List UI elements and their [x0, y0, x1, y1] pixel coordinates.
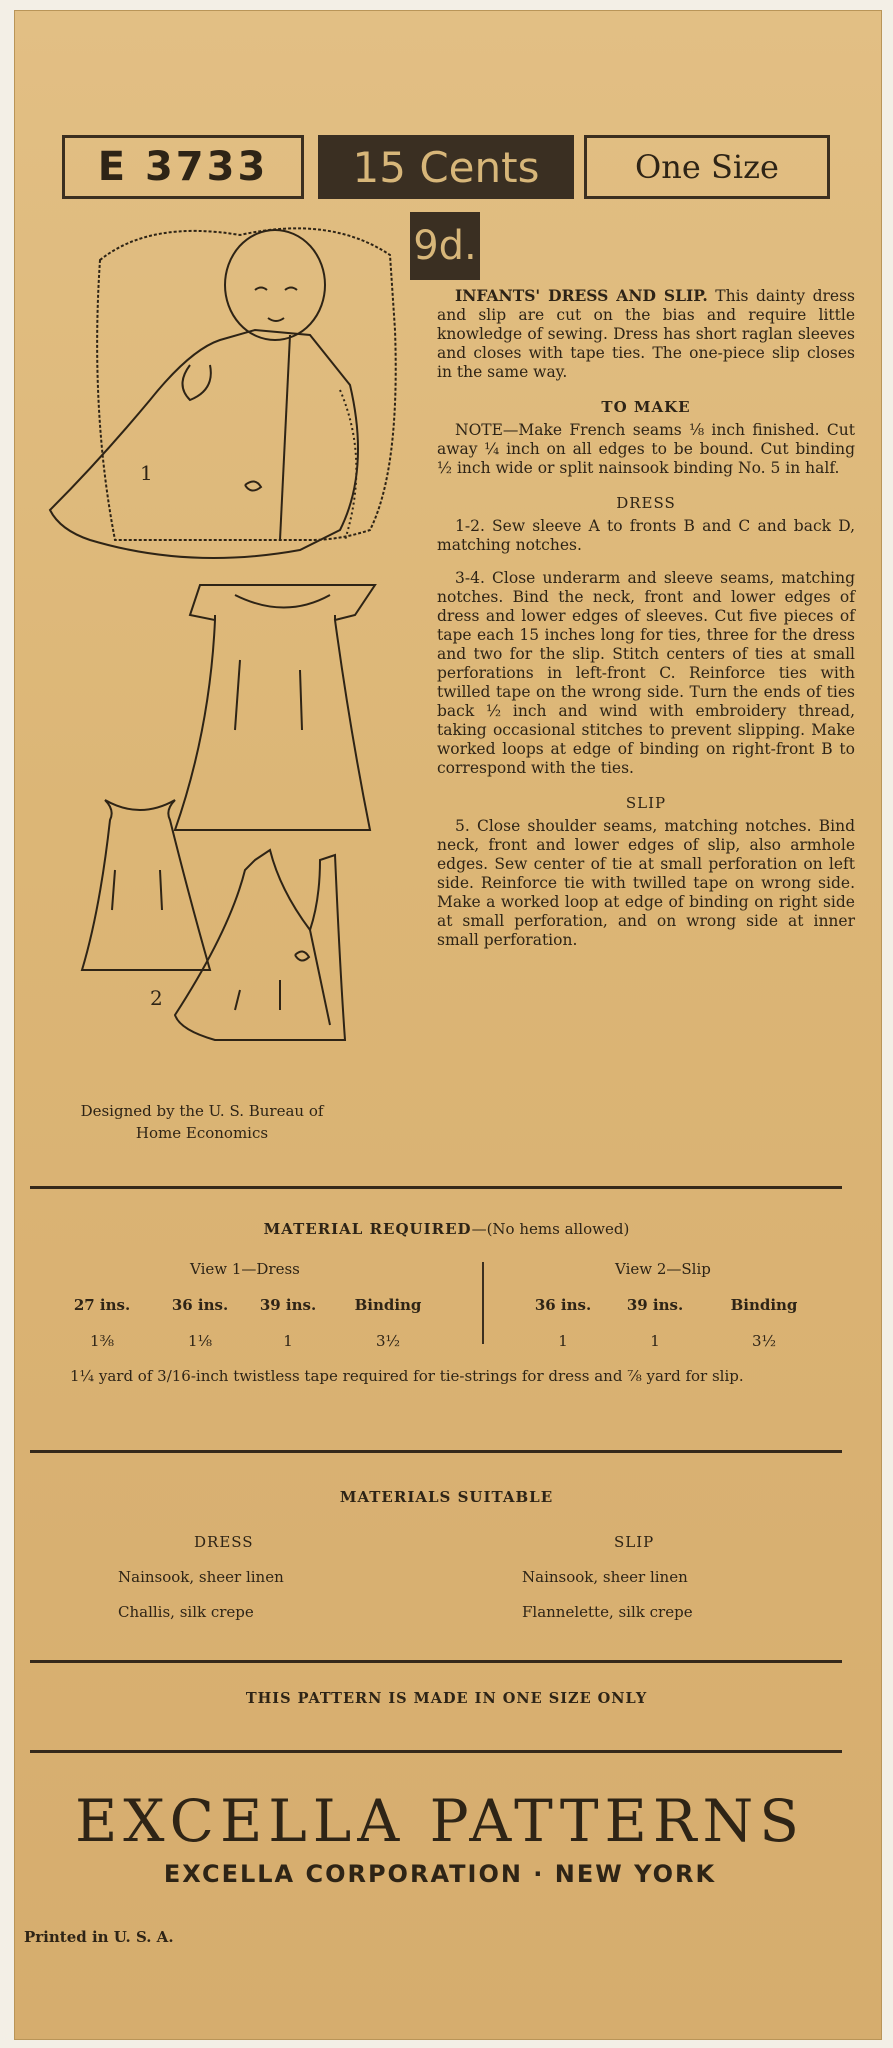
dress-material-1: Nainsook, sheer linen [118, 1568, 284, 1586]
to-make-heading: TO MAKE [601, 398, 691, 416]
one-size-note: THIS PATTERN IS MADE IN ONE SIZE ONLY [245, 1690, 648, 1707]
material-required-title: MATERIAL REQUIRED—(No hems allowed) [263, 1220, 630, 1238]
description-title: INFANTS' DRESS AND SLIP. [455, 286, 708, 305]
step-1-2: 1-2. Sew sleeve A to fronts B and C and back D, matching notches. [437, 517, 855, 554]
price-box: 15 Cents [318, 135, 574, 199]
dress-materials-heading: DRESS [194, 1533, 254, 1551]
dress-heading: DRESS [616, 494, 676, 512]
pillow [97, 228, 396, 540]
view2-col-36: 36 ins. 1 [534, 1296, 592, 1350]
divider-1 [30, 1186, 842, 1189]
size-box: One Size [584, 135, 830, 199]
baby-dress [50, 330, 358, 558]
materials-suitable-title: MATERIALS SUITABLE [339, 1488, 554, 1506]
dress-materials [118, 1525, 284, 1630]
view2-slip-front-drawing [175, 850, 345, 1040]
view2-col-39: 39 ins. 1 [626, 1296, 684, 1350]
dress-material-2: Challis, silk crepe [118, 1603, 254, 1621]
view2-title: View 2—Slip [615, 1260, 711, 1278]
view1-col-binding: Binding 3½ [354, 1296, 422, 1350]
divider-3 [30, 1660, 842, 1663]
note-paragraph: NOTE—Make French seams ⅛ inch finished. Cut away ¼ inch on all edges to be bound. Cut binding ½ inch wide or split nainsook binding No. 5 in half. [437, 421, 855, 477]
view-divider [482, 1262, 484, 1344]
slip-heading: SLIP [625, 794, 667, 812]
divider-4 [30, 1750, 842, 1753]
view1-dress-drawing [175, 585, 375, 830]
view1-label: 1 [140, 461, 153, 485]
step-5: 5. Close shoulder seams, matching notches. Bind neck, front and lower edges of slip, also armhole edges. Sew center of tie at small perforation on left side. Reinforce tie with twilled tape on wrong side. Make a worked loop at edge of binding on right side at small perforation, and on wrong side at inner small perforation. [437, 817, 855, 949]
view1-col-27: 27 ins. 1⅜ [73, 1296, 131, 1350]
view1-col-36: 36 ins. 1⅛ [171, 1296, 229, 1350]
brand-name: EXCELLA PATTERNS [74, 1787, 806, 1855]
slip-material-2: Flannelette, silk crepe [522, 1603, 693, 1621]
credit-line-1: Designed by the U. S. Bureau of [80, 1102, 324, 1120]
step-3-4: 3-4. Close underarm and sleeve seams, matching notches. Bind the neck, front and lower edges of dress and lower edges of sleeves. Cut five pieces of tape each 15 inches long for ties, three for the dress and two for the slip. Stitch centers of ties at small perforations in left-front C. Reinforce ties with twilled tape on the wrong side. Turn the ends of ties back ½ inch and wind with embroidery thread, taking occasional stitches to prevent slipping. Make worked loops at edge of binding on right-front B to correspond with the ties. [437, 569, 855, 777]
pattern-number: E 3733 [62, 135, 304, 199]
description-intro: This dainty dress and slip are cut on the bias and require little knowledge of sewing. Dress has short raglan sleeves and closes with tape ties. The one-piece slip closes in the same way. [437, 287, 855, 381]
instructions-column [437, 286, 855, 950]
baby-head [225, 230, 325, 340]
garment-illustration [40, 210, 420, 1110]
divider-2 [30, 1450, 842, 1453]
design-credit [52, 1100, 352, 1144]
slip-materials [522, 1525, 693, 1630]
view2-col-binding: Binding 3½ [730, 1296, 798, 1350]
view2-label: 2 [150, 986, 163, 1010]
slip-materials-heading: SLIP [614, 1533, 655, 1551]
view1-title: View 1—Dress [190, 1260, 300, 1278]
slip-material-1: Nainsook, sheer linen [522, 1568, 688, 1586]
view1-col-39: 39 ins. 1 [259, 1296, 317, 1350]
pence-price-box: 9d. [410, 212, 480, 280]
corporation-line: EXCELLA CORPORATION · NEW YORK [163, 1860, 717, 1888]
credit-line-2: Home Economics [135, 1124, 269, 1142]
tape-note: 1¼ yard of 3/16-inch twistless tape required for tie-strings for dress and ⅞ yard for slip. [70, 1367, 744, 1385]
view2-slip-back-drawing [82, 800, 210, 970]
printed-in-note: Printed in U. S. A. [24, 1928, 174, 1946]
